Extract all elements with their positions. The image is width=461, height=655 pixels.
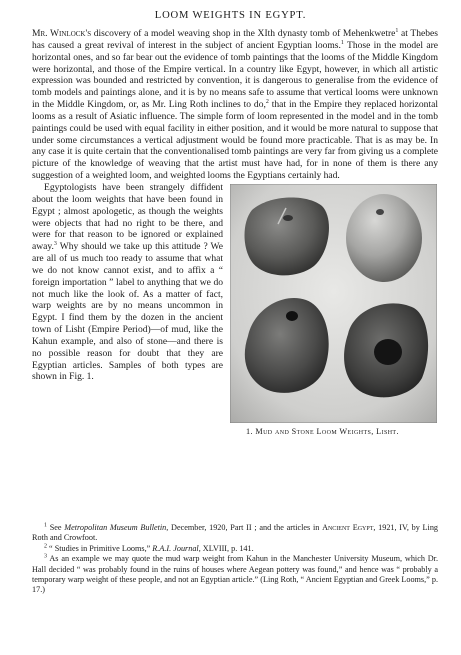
paragraph-1-text-a: discovery of a model weaving shop in the XIth dynasty tomb of Mehenkwetre <box>91 28 396 39</box>
footnote-2-text-a: “ Studies in Primitive Looms,” <box>47 543 153 553</box>
footnote-1-mark: 1 <box>44 522 47 529</box>
footnote-ref-2[interactable]: 2 <box>265 98 269 105</box>
footnote-2-text-b: , XLVIII, p. 141. <box>198 543 254 553</box>
footnote-3-mark: 3 <box>44 553 47 560</box>
footnote-1-text-b: , December, 1920, Part II ; and the articles in <box>166 523 323 532</box>
footnote-1-text-a: See <box>47 523 65 532</box>
footnote-3-text: As an example we may quote the mud warp weight from Kahun in the Manchester University Museum, which Dr. Hall decided “ was probably found in the ruins of houses where Aegean pottery was found,” and hence was “ probably a temporary warp weight of these people, and not an Egyptian article.” (Ling Roth, “ Ancient Egyptian and Greek Looms,” p. 17.) <box>32 554 438 595</box>
footnote-2 <box>32 544 438 554</box>
footnote-ref-1[interactable]: 1 <box>395 27 399 34</box>
paragraph-1-text-b: at Thebes has caused a great revival of interest in the subject of ancient Egyptian looms. <box>32 28 438 51</box>
paragraph-2-text-b: Why should we take up this attitude ? We are all of us much too ready to assume that what we do not know cannot exist, and to affix a “ foreign importation ” label to anything that we do not much like the look of. As a matter of fact, warp weights are by no means uncommon in Egypt. I find them by the dozen in the ancient town of Lisht (Empire Period)—of mud, like the Kahun example, and also of stone—and there is no possible reason for doubt that they are Egyptian articles. Samples of both types are shown in Fig. 1. <box>32 241 223 383</box>
article-body <box>32 28 438 434</box>
footnote-3 <box>32 554 438 596</box>
loom-weights-photo <box>230 184 437 423</box>
figure-float <box>230 184 438 434</box>
paragraph-2-text-a: Egyptologists have been strangely diffident about the loom weights that have been found in Egypt ; almost apologetic, as though the weights were objects that had no right to be there, and were for that reason to be ignored or explained away. <box>32 181 223 253</box>
stone-weight-top-right <box>346 194 422 282</box>
author-name: Mr. Winlock's <box>32 28 92 39</box>
footnotes <box>32 523 438 596</box>
paragraph-1-text-d: that in the Empire they replaced horizontal looms as a result of Asiatic influence. The simple form of loom represented in the model and in the tomb paintings could be used with equal facility in either position, and it would be more natural to suppose that under some circumstances a vertical adjustment would be found more practicable. That is as may be. In any case it is quite certain that the conventionalised tomb paintings are very far from giving us a complete picture of the knowledge of weaving that the artist must have had, for in none of them is there any suggestion of a weighted loom, and weighted looms the Egyptians certainly had. <box>32 99 438 182</box>
paragraph-1-text-c: Those in the model are horizontal ones, and so far bear out the evidence of tomb paintings that the looms of the Middle Kingdom were horizontal, and those of the Empire vertical. In a country like Egypt, however, in which all artistic expression was bounded and restricted by convention, it is dangerous to generalise from the evidence of tomb models and paintings alone, and it is by no means safe to assume that vertical looms were unknown in the Middle Kingdom, or, as Mr. Ling Roth inclines to do, <box>32 39 438 111</box>
footnote-1-journal: Ancient Egypt <box>322 523 374 532</box>
running-head: LOOM WEIGHTS IN EGYPT. <box>154 10 307 21</box>
paragraph-2 <box>32 181 438 436</box>
footnote-1 <box>32 523 438 544</box>
figure-caption: 1. Mud and Stone Loom Weights, Lisht. <box>246 426 399 436</box>
footnote-ref-3[interactable]: 3 <box>53 241 57 248</box>
footnote-2-mark: 2 <box>44 543 47 550</box>
footnote-2-source: R.A.I. Journal <box>152 543 199 553</box>
footnote-1-source: Metropolitan Museum Bulletin <box>64 523 167 532</box>
paragraph-1 <box>32 28 438 182</box>
stone-weight-top-left <box>245 197 329 275</box>
footnote-1-text-c: , 1921, IV, by Ling Roth and Crowfoot. <box>32 523 439 543</box>
footnote-ref-1b[interactable]: 1 <box>340 39 344 46</box>
